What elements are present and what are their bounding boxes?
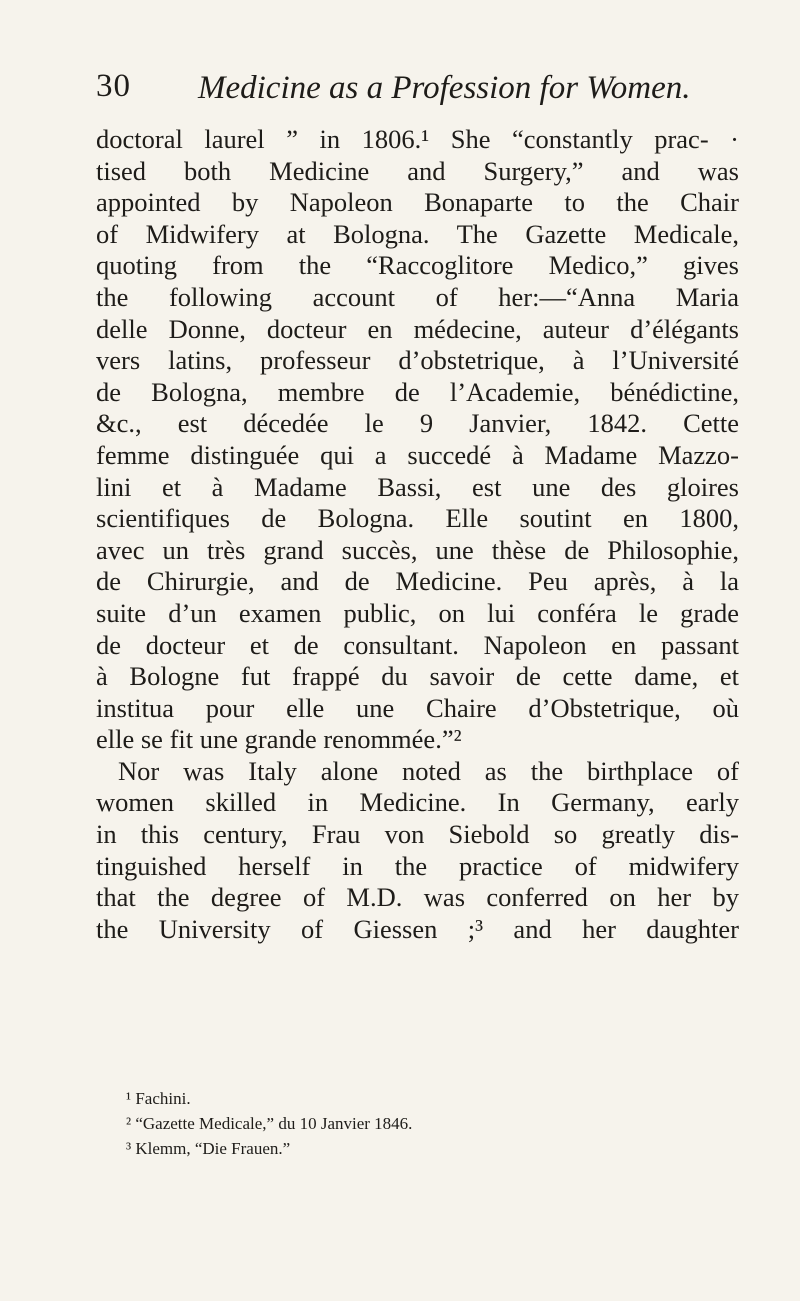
- page-number: 30: [96, 68, 131, 104]
- body-text: [96, 124, 739, 945]
- footnote: ¹ Fachini.: [126, 1089, 191, 1108]
- text-line: appointed by Napoleon Bonaparte to the Chair: [96, 187, 739, 218]
- text-line: doctoral laurel ” in 1806.¹ She “constantly prac- ·: [96, 124, 739, 154]
- text-line: the University of Giessen ;³ and her daughter: [96, 913, 739, 944]
- text-line: Nor was Italy alone noted as the birthplace of: [118, 755, 739, 786]
- text-line: that the degree of M.D. was conferred on her by: [96, 882, 739, 913]
- text-line: institua pour elle une Chaire d’Obstetrique, où: [96, 692, 739, 723]
- text-line: de Bologna, membre de l’Academie, bénédictine,: [96, 376, 739, 407]
- text-line: à Bologne fut frappé du savoir de cette dame, et: [96, 661, 739, 692]
- text-line: lini et à Madame Bassi, est une des gloires: [96, 471, 739, 502]
- text-line: vers latins, professeur d’obstetrique, à l’Université: [96, 345, 739, 376]
- footnotes: [126, 1086, 746, 1161]
- footnote: ² “Gazette Medicale,” du 10 Janvier 1846.: [126, 1114, 413, 1133]
- text-line: de Chirurgie, and de Medicine. Peu après, à la: [96, 566, 739, 597]
- page-header: [96, 68, 736, 116]
- text-line: femme distinguée qui a succedé à Madame Mazzo-: [96, 439, 739, 470]
- text-line: women skilled in Medicine. In Germany, early: [96, 787, 739, 818]
- text-line: scientifiques de Bologna. Elle soutint en 1800,: [96, 503, 739, 534]
- text-line: in this century, Frau von Siebold so greatly dis-: [96, 819, 739, 850]
- text-line: of Midwifery at Bologna. The Gazette Medicale,: [96, 218, 739, 249]
- text-line: quoting from the “Raccoglitore Medico,” gives: [96, 250, 739, 281]
- text-line: avec un très grand succès, une thèse de Philosophie,: [96, 534, 739, 565]
- text-line: tised both Medicine and Surgery,” and was: [96, 155, 739, 186]
- text-line: the following account of her:—“Anna Maria: [96, 281, 739, 312]
- text-line: tinguished herself in the practice of midwifery: [96, 850, 739, 881]
- text-line: delle Donne, docteur en médecine, auteur d’élégants: [96, 313, 739, 344]
- text-line: suite d’un examen public, on lui conféra le grade: [96, 597, 739, 628]
- text-line: de docteur et de consultant. Napoleon en passant: [96, 629, 739, 660]
- running-title: Medicine as a Profession for Women.: [198, 70, 691, 106]
- footnote: ³ Klemm, “Die Frauen.”: [126, 1139, 291, 1158]
- text-line: elle se fit une grande renommée.”²: [96, 724, 462, 755]
- text-line: &c., est décedée le 9 Janvier, 1842. Cette: [96, 408, 739, 439]
